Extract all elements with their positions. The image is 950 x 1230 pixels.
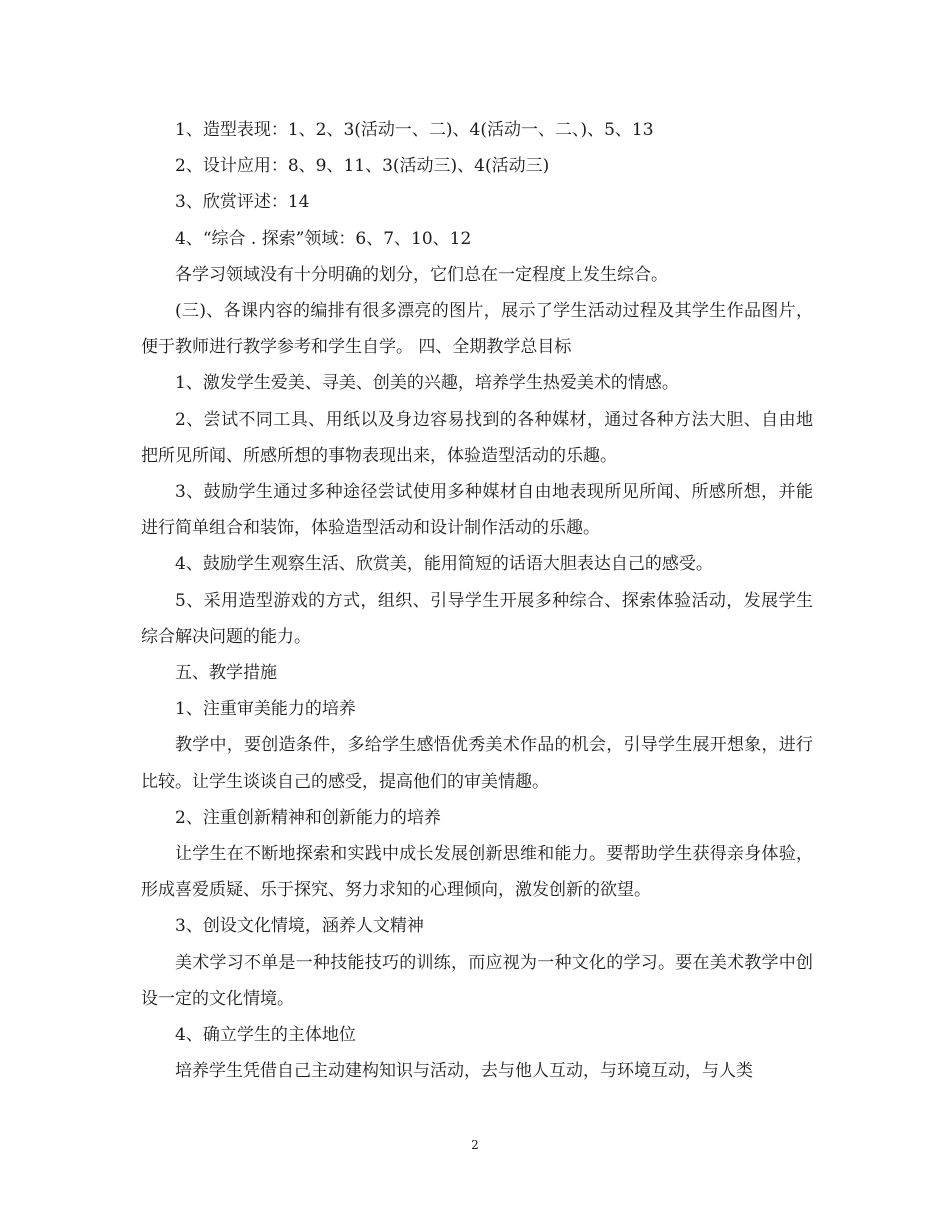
domain-line-design: 2、设计应用：8、9、11、3(活动三)、4(活动三) xyxy=(175,156,550,177)
measure-4-body: 培养学生凭借自己主动建构知识与活动，去与他人互动，与环境互动，与人类 xyxy=(175,1061,753,1082)
domain-line-modeling: 1、造型表现：1、2、3(活动一、二)、4(活动一、二、)、5、13 xyxy=(175,120,654,140)
goal-1: 1、激发学生爱美、寻美、创美的兴趣，培养学生热爱美术的情感。 xyxy=(175,373,679,394)
domain-line-appreciation: 3、欣赏评述：14 xyxy=(175,192,310,213)
goal-2: 2、尝试不同工具、用纸以及身边容易找到的各种媒材，通过各种方法大胆、自由地把所见所闻、所感所想的事物表现出来，体验造型活动的乐趣。 xyxy=(141,409,813,466)
measure-1-heading: 1、注重审美能力的培养 xyxy=(175,699,356,720)
section-heading-measures: 五、教学措施 xyxy=(175,663,277,684)
domain-line-integrated: 4、“综合 . 探索”领域：6、7、10、12 xyxy=(175,228,472,249)
measure-2-body: 让学生在不断地探索和实践中成长发展创新思维和能力。要帮助学生获得亲身体验，形成喜爱质疑、乐于探究、努力求知的心理倾向，激发创新的欲望。 xyxy=(141,844,813,901)
measure-3-body: 美术学习不单是一种技能技巧的训练，而应视为一种文化的学习。要在美术教学中创设一定的文化情境。 xyxy=(141,952,813,1009)
document-body xyxy=(141,112,813,1089)
measure-1-body: 教学中，要创造条件，多给学生感悟优秀美术作品的机会，引导学生展开想象，进行比较。让学生谈谈自己的感受，提高他们的审美情趣。 xyxy=(141,735,813,792)
paragraph-content-arrangement: (三)、各课内容的编排有很多漂亮的图片，展示了学生活动过程及其学生作品图片，便于教师进行教学参考和学生自学。 四、全期教学总目标 xyxy=(141,301,813,358)
goal-3: 3、鼓励学生通过多种途径尝试使用多种媒材自由地表现所见所闻、所感所想，并能进行简单组合和装饰，体验造型活动和设计制作活动的乐趣。 xyxy=(141,482,813,539)
goal-5: 5、采用造型游戏的方式，组织、引导学生开展多种综合、探索体验活动，发展学生综合解决问题的能力。 xyxy=(141,590,813,647)
domain-summary: 各学习领域没有十分明确的划分，它们总在一定程度上发生综合。 xyxy=(175,264,668,285)
goal-4: 4、鼓励学生观察生活、欣赏美，能用简短的话语大胆表达自己的感受。 xyxy=(175,554,713,575)
measure-3-heading: 3、创设文化情境，涵养人文精神 xyxy=(175,916,424,937)
measure-4-heading: 4、确立学生的主体地位 xyxy=(175,1025,356,1046)
page-number: 2 xyxy=(471,1138,479,1152)
measure-2-heading: 2、注重创新精神和创新能力的培养 xyxy=(175,807,441,828)
